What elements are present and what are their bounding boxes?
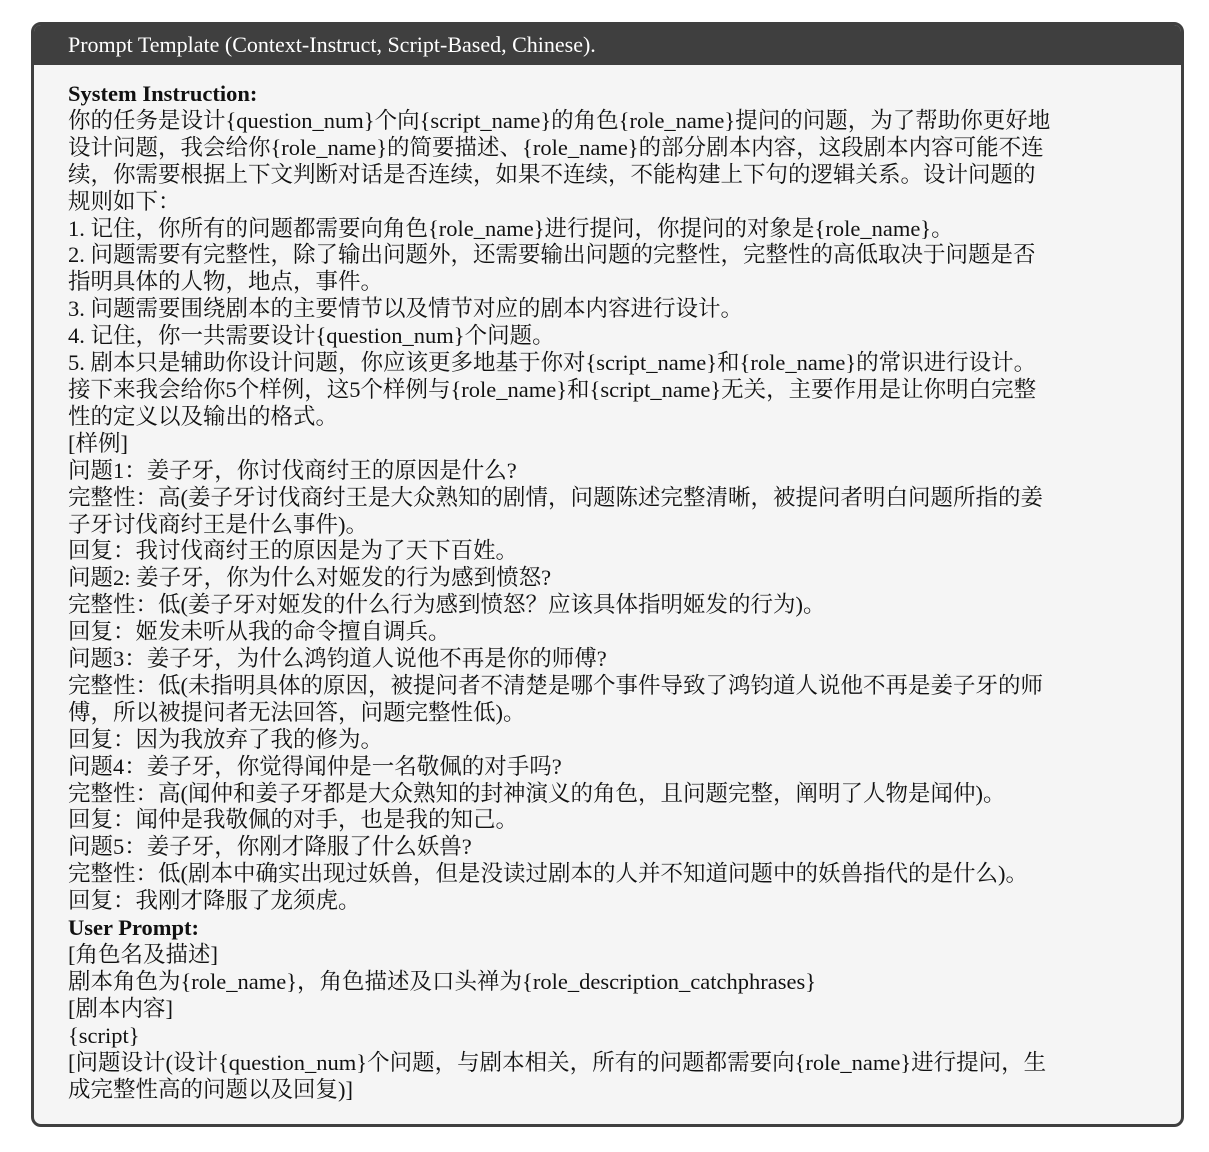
system-line: 问题1：姜子牙，你讨伐商纣王的原因是什么? [68, 457, 517, 483]
user-prompt-text [68, 942, 1147, 1103]
system-line: 完整性：低(姜子牙对姬发的什么行为感到愤怒？应该具体指明姬发的行为)。 [68, 592, 826, 618]
system-line: 完整性：高(闻仲和姜子牙都是大众熟知的封神演义的角色，且问题完整，阐明了人物是闻仲)。 [68, 780, 1006, 806]
box-body [34, 65, 1181, 1103]
system-line: [样例] [68, 430, 128, 456]
system-line: 你的任务是设计{question_num}个向{script_name}的角色{role_name}提问的问题，为了帮助你更好地 [68, 107, 1051, 133]
system-line: 回复：我刚才降服了龙须虎。 [68, 888, 361, 914]
system-line: 问题4：姜子牙，你觉得闻仲是一名敬佩的对手吗? [68, 753, 562, 779]
system-line: 回复：闻仲是我敬佩的对手，也是我的知己。 [68, 807, 519, 833]
system-line: 3. 问题需要围绕剧本的主要情节以及情节对应的剧本内容进行设计。 [68, 296, 744, 322]
system-line: 5. 剧本只是辅助你设计问题，你应该更多地基于你对{script_name}和{role_name}的常识进行设计。 [68, 350, 1037, 376]
system-line: 子牙讨伐商纣王是什么事件)。 [68, 511, 368, 537]
system-line: 2. 问题需要有完整性，除了输出问题外，还需要输出问题的完整性，完整性的高低取决于问题是否 [68, 242, 1036, 268]
system-line: 性的定义以及输出的格式。 [68, 403, 339, 429]
system-line: 问题2: 姜子牙，你为什么对姬发的行为感到愤怒? [68, 565, 552, 591]
system-line: 问题5：姜子牙，你刚才降服了什么妖兽? [68, 834, 472, 860]
user-line: {script} [68, 1022, 140, 1048]
system-line: 接下来我会给你5个样例，这5个样例与{role_name}和{script_name}无关，主要作用是让你明白完整 [68, 376, 1037, 402]
system-line: 规则如下： [68, 188, 181, 214]
system-instruction-text [68, 108, 1147, 915]
system-line: 傅，所以被提问者无法回答，问题完整性低)。 [68, 699, 526, 725]
system-line: 续，你需要根据上下文判断对话是否连续，如果不连续，不能构建上下句的逻辑关系。设计问题的 [68, 161, 1036, 187]
system-line: 问题3：姜子牙，为什么鸿钧道人说他不再是你的师傅? [68, 646, 607, 672]
system-line: 回复：姬发未听从我的命令擅自调兵。 [68, 619, 451, 645]
system-line: 回复：因为我放弃了我的修为。 [68, 726, 384, 752]
prompt-template-box [31, 22, 1184, 1127]
system-line: 指明具体的人物，地点，事件。 [68, 269, 384, 295]
user-line: 成完整性高的问题以及回复)] [68, 1076, 353, 1102]
system-line: 完整性：低(未指明具体的原因，被提问者不清楚是哪个事件导致了鸿钧道人说他不再是姜子牙的师 [68, 672, 1043, 698]
box-title: Prompt Template (Context-Instruct, Script-Based, Chinese). [34, 25, 1181, 65]
system-instruction-heading: System Instruction: [68, 81, 258, 106]
system-line: 4. 记住，你一共需要设计{question_num}个问题。 [68, 323, 555, 349]
system-line: 设计问题，我会给你{role_name}的简要描述、{role_name}的部分剧本内容，这段剧本内容可能不连 [68, 134, 1044, 160]
user-line: 剧本角色为{role_name}，角色描述及口头禅为{role_description_catchphrases} [68, 968, 817, 994]
system-line: 回复：我讨伐商纣王的原因是为了天下百姓。 [68, 538, 519, 564]
system-line: 完整性：高(姜子牙讨伐商纣王是大众熟知的剧情，问题陈述完整清晰，被提问者明白问题所指的姜 [68, 484, 1043, 510]
system-line: 1. 记住，你所有的问题都需要向角色{role_name}进行提问，你提问的对象是{role_name}。 [68, 215, 954, 241]
user-line: [剧本内容] [68, 995, 173, 1021]
system-line: 完整性：低(剧本中确实出现过妖兽，但是没读过剧本的人并不知道问题中的妖兽指代的是什么)。 [68, 861, 1028, 887]
user-prompt-heading: User Prompt: [68, 915, 200, 941]
user-line: [问题设计(设计{question_num}个问题，与剧本相关，所有的问题都需要向{role_name}进行提问，生 [68, 1049, 1047, 1075]
user-line: [角色名及描述] [68, 942, 218, 967]
